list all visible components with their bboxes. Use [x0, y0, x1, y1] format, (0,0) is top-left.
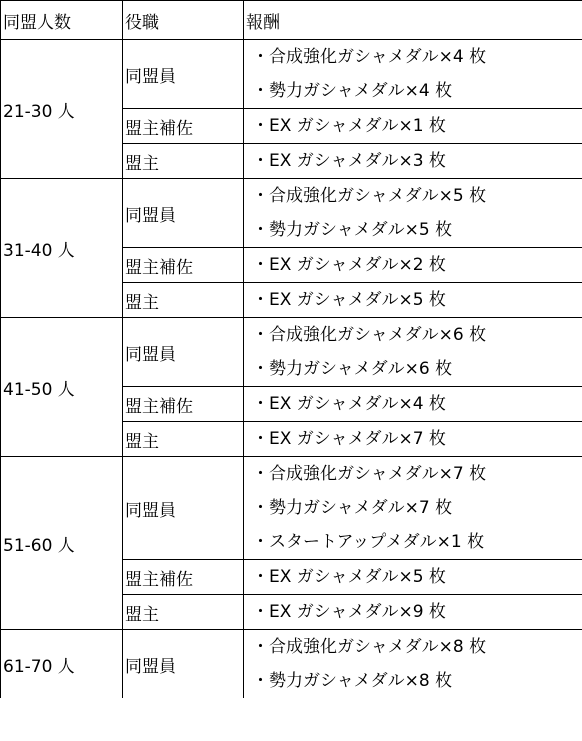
table-row [1, 318, 582, 387]
reward-cell [244, 560, 582, 595]
reward-item: ・EX ガシャメダル×5 枚 [252, 567, 446, 587]
reward-cell [244, 387, 582, 422]
reward-item: ・合成強化ガシャメダル×8 枚 [252, 637, 487, 657]
reward-cell [244, 144, 582, 179]
reward-cell [244, 283, 582, 318]
table-body [1, 40, 582, 699]
reward-item: ・勢力ガシャメダル×4 枚 [252, 81, 453, 101]
reward-item: ・勢力ガシャメダル×6 枚 [252, 359, 453, 379]
alliance-size-cell: 21-30 人 [1, 40, 123, 179]
role-cell: 盟主補佐 [123, 109, 244, 144]
reward-cell [244, 40, 582, 109]
alliance-size-cell: 31-40 人 [1, 179, 123, 318]
role-cell: 同盟員 [123, 630, 244, 699]
reward-cell [244, 595, 582, 630]
role-cell: 盟主 [123, 283, 244, 318]
role-cell: 盟主 [123, 144, 244, 179]
reward-item: ・EX ガシャメダル×7 枚 [252, 429, 446, 449]
role-cell: 同盟員 [123, 457, 244, 560]
reward-item: ・勢力ガシャメダル×7 枚 [252, 498, 453, 518]
role-cell: 同盟員 [123, 179, 244, 248]
reward-item: ・勢力ガシャメダル×8 枚 [252, 671, 453, 691]
role-cell: 同盟員 [123, 40, 244, 109]
reward-item: ・合成強化ガシャメダル×7 枚 [252, 464, 487, 484]
reward-item: ・EX ガシャメダル×5 枚 [252, 290, 446, 310]
table-row [1, 40, 582, 109]
alliance-size-cell: 51-60 人 [1, 457, 123, 630]
header-reward: 報酬 [244, 1, 582, 40]
role-cell: 盟主 [123, 595, 244, 630]
header-alliance-size: 同盟人数 [1, 1, 123, 40]
reward-item: ・合成強化ガシャメダル×5 枚 [252, 186, 487, 206]
reward-item: ・EX ガシャメダル×3 枚 [252, 151, 446, 171]
reward-item: ・EX ガシャメダル×4 枚 [252, 394, 446, 414]
role-cell: 盟主補佐 [123, 387, 244, 422]
reward-item: ・勢力ガシャメダル×5 枚 [252, 220, 453, 240]
reward-cell [244, 179, 582, 248]
header-role: 役職 [123, 1, 244, 40]
alliance-size-cell: 61-70 人 [1, 630, 123, 699]
reward-cell [244, 248, 582, 283]
table-row [1, 630, 582, 699]
reward-cell [244, 422, 582, 457]
role-cell: 盟主 [123, 422, 244, 457]
header-row [1, 1, 582, 40]
role-cell: 盟主補佐 [123, 248, 244, 283]
reward-item: ・EX ガシャメダル×1 枚 [252, 116, 446, 136]
reward-item: ・EX ガシャメダル×2 枚 [252, 255, 446, 275]
reward-item: ・スタートアップメダル×1 枚 [252, 532, 485, 552]
alliance-size-cell: 41-50 人 [1, 318, 123, 457]
reward-item: ・合成強化ガシャメダル×6 枚 [252, 325, 487, 345]
table-row [1, 457, 582, 560]
reward-cell [244, 630, 582, 699]
reward-item: ・合成強化ガシャメダル×4 枚 [252, 47, 487, 67]
reward-cell [244, 457, 582, 560]
reward-cell [244, 318, 582, 387]
reward-item: ・EX ガシャメダル×9 枚 [252, 602, 446, 622]
role-cell: 同盟員 [123, 318, 244, 387]
reward-cell [244, 109, 582, 144]
table-row [1, 179, 582, 248]
role-cell: 盟主補佐 [123, 560, 244, 595]
